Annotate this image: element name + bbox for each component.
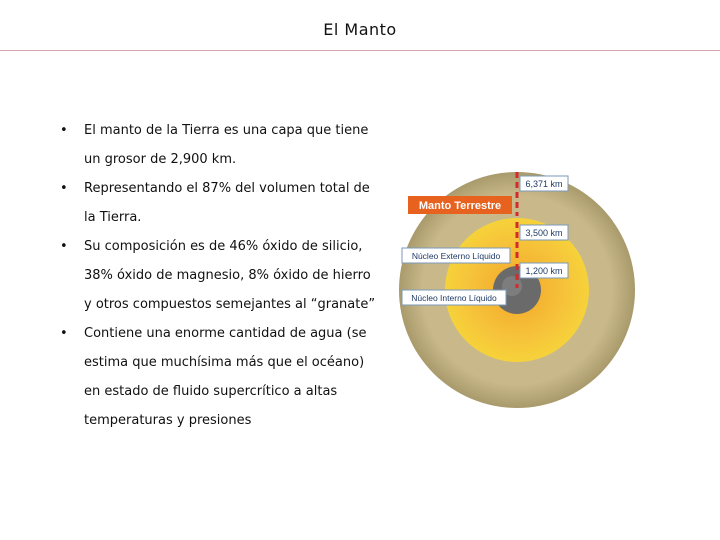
nucleo-interno-label: Núcleo Interno Líquido (411, 293, 497, 303)
earth-layers-figure (392, 160, 642, 430)
manto-label: Manto Terrestre (418, 200, 502, 212)
bullet-marker: • (60, 123, 68, 138)
bullet-marker: • (60, 239, 68, 254)
bullet-item-3 (60, 232, 380, 319)
bullet-item-2 (60, 174, 380, 232)
bullet-text-2: Representando el 87% del volumen total de la Tierra. (84, 181, 370, 225)
radius-label-3: 1,200 km (525, 266, 563, 276)
nucleo-externo-label: Núcleo Externo Líquido (411, 251, 501, 261)
bullet-list (60, 116, 380, 435)
bullet-item-1 (60, 116, 380, 174)
bullet-item-4 (60, 319, 380, 435)
bullet-text-4: Contiene una enorme cantidad de agua (se estima que muchísima más que el océano) en estado de fluido supercrítico a altas temperaturas y presiones (84, 326, 367, 428)
bullet-marker: • (60, 326, 68, 341)
bullet-text-3: Su composición es de 46% óxido de silicio, 38% óxido de magnesio, 8% óxido de hierro y otros compuestos semejantes al “granate” (84, 239, 376, 312)
title-divider (0, 50, 720, 51)
bullet-text-1: El manto de la Tierra es una capa que tiene un grosor de 2,900 km. (84, 123, 369, 167)
slide-title: El Manto (323, 20, 397, 39)
bullet-marker: • (60, 181, 68, 196)
radius-label-2: 3,500 km (525, 228, 563, 238)
radius-label-1: 6,371 km (525, 179, 563, 189)
